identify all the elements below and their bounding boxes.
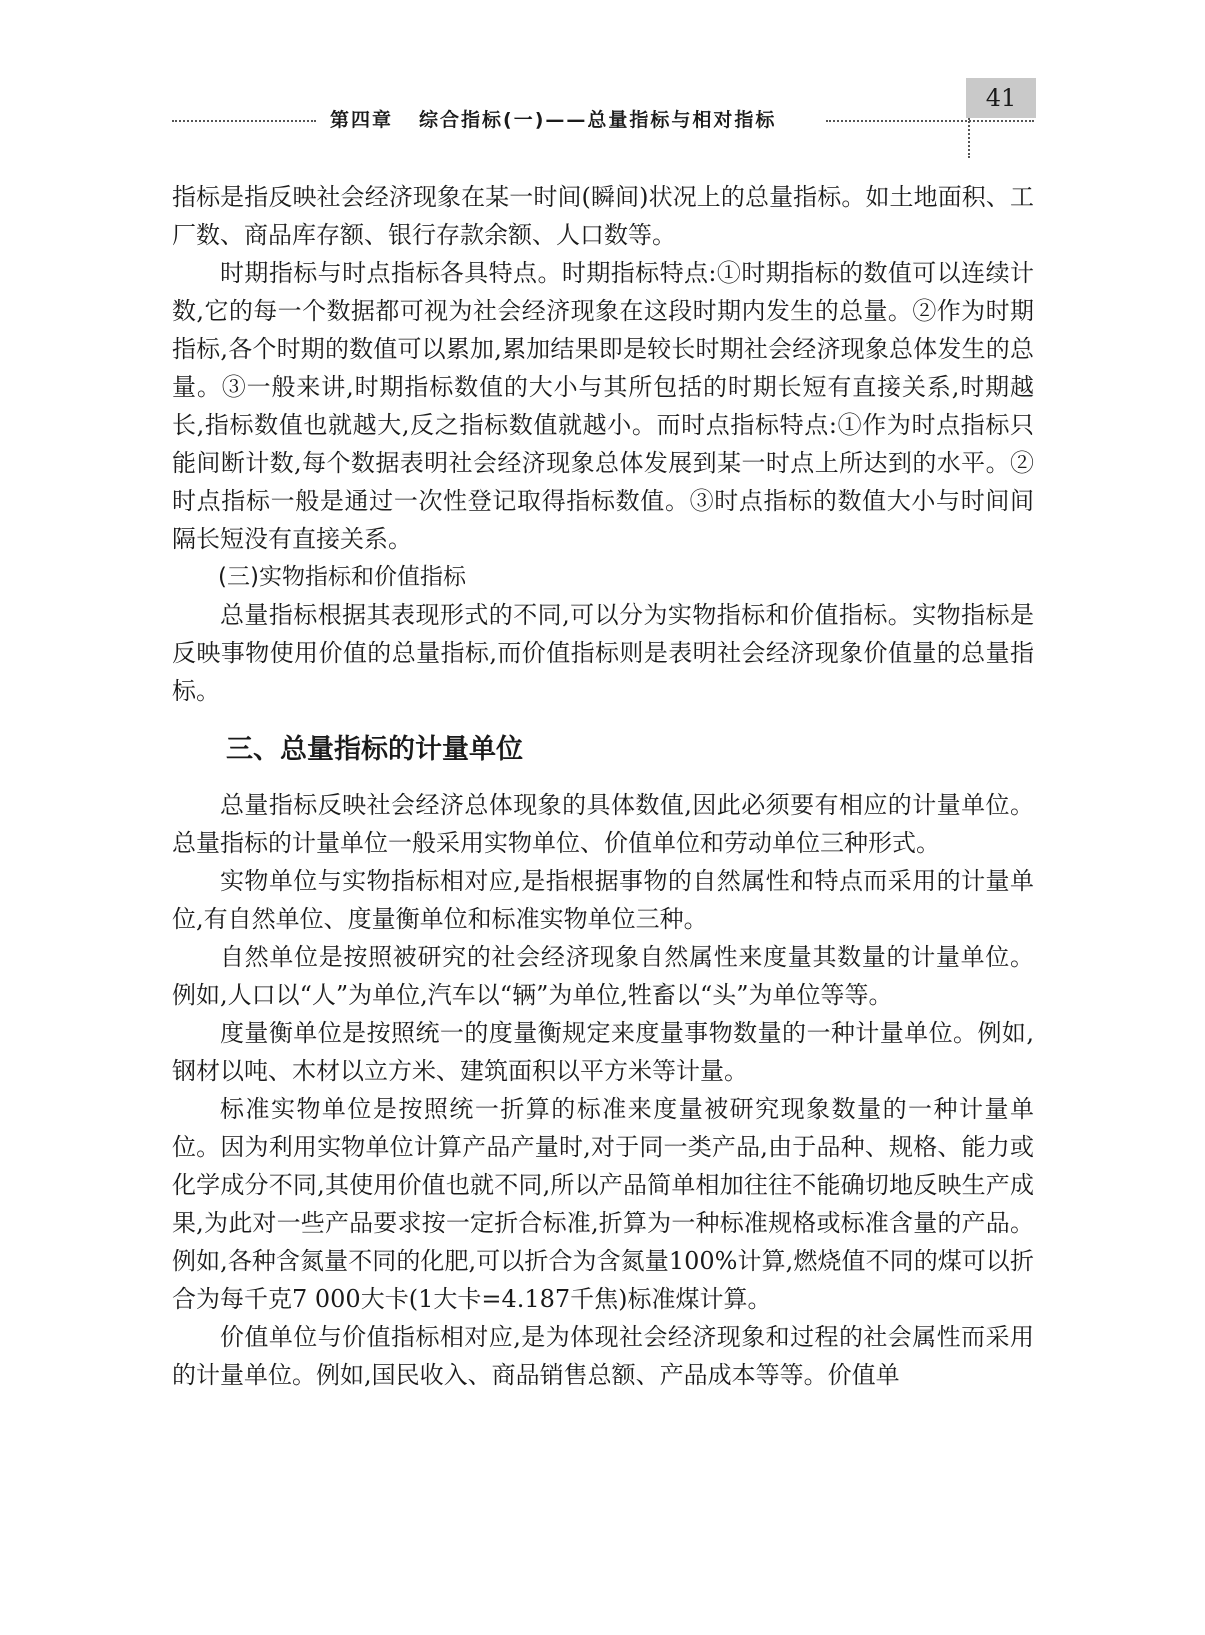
- subheading-physical-value: (三)实物指标和价值指标: [218, 564, 466, 590]
- paragraph-physical-units: 实物单位与实物指标相对应,是指根据事物的自然属性和特点而采用的计量单位,有自然单位、度量衡单位和标准实物单位三种。: [172, 867, 1034, 933]
- chapter-label: 第四章: [330, 109, 394, 131]
- paragraph-continued: 指标是指反映社会经济现象在某一时间(瞬间)状况上的总量指标。如土地面积、工厂数、商品库存额、银行存款余额、人口数等。: [172, 183, 1034, 249]
- header-dotted-rule-left: [172, 120, 316, 122]
- paragraph-physical-value: 总量指标根据其表现形式的不同,可以分为实物指标和价值指标。实物指标是反映事物使用价值的总量指标,而价值指标则是表明社会经济现象价值量的总量指标。: [172, 601, 1034, 705]
- section-heading-units: 三、总量指标的计量单位: [226, 734, 523, 765]
- paragraph-measurement-units: 度量衡单位是按照统一的度量衡规定来度量事物数量的一种计量单位。例如,钢材以吨、木材以立方米、建筑面积以平方米等计量。: [172, 1019, 1034, 1085]
- page-number-dotted-line: [968, 118, 970, 158]
- paragraph-standard-units: 标准实物单位是按照统一折算的标准来度量被研究现象数量的一种计量单位。因为利用实物单位计算产品产量时,对于同一类产品,由于品种、规格、能力或化学成分不同,其使用价值也就不同,所以产品简单相加往往不能确切地反映生产成果,为此对一些产品要求按一定折合标准,折算为一种标准规格或标准含量的产品。例如,各种含氮量不同的化肥,可以折合为含氮量100%计算,燃烧值不同的煤可以折合为每千克7 000大卡(1大卡=4.187千焦)标准煤计算。: [172, 1095, 1034, 1313]
- chapter-title: 综合指标(一)——总量指标与相对指标: [419, 109, 777, 131]
- paragraph-value-units: 价值单位与价值指标相对应,是为体现社会经济现象和过程的社会属性而采用的计量单位。例如,国民收入、商品销售总额、产品成本等等。价值单: [172, 1323, 1034, 1389]
- running-header: [330, 104, 776, 136]
- paragraph-natural-units: 自然单位是按照被研究的社会经济现象自然属性来度量其数量的计量单位。例如,人口以“人”为单位,汽车以“辆”为单位,牲畜以“头”为单位等等。: [172, 943, 1034, 1009]
- page-number: 41: [966, 78, 1036, 118]
- paragraph-period-vs-point: 时期指标与时点指标各具特点。时期指标特点:①时期指标的数值可以连续计数,它的每一个数据都可视为社会经济现象在这段时期内发生的总量。②作为时期指标,各个时期的数值可以累加,累加结果即是较长时期社会经济现象总体发生的总量。③一般来讲,时期指标数值的大小与其所包括的时期长短有直接关系,时期越长,指标数值也就越大,反之指标数值就越小。而时点指标特点:①作为时点指标只能间断计数,每个数据表明社会经济现象总体发展到某一时点上所达到的水平。②时点指标一般是通过一次性登记取得指标数值。③时点指标的数值大小与时间间隔长短没有直接关系。: [172, 259, 1034, 553]
- header-dotted-rule-right: [826, 120, 1034, 122]
- paragraph-units-intro: 总量指标反映社会经济总体现象的具体数值,因此必须要有相应的计量单位。总量指标的计量单位一般采用实物单位、价值单位和劳动单位三种形式。: [172, 791, 1034, 857]
- body-text: [172, 178, 1034, 1394]
